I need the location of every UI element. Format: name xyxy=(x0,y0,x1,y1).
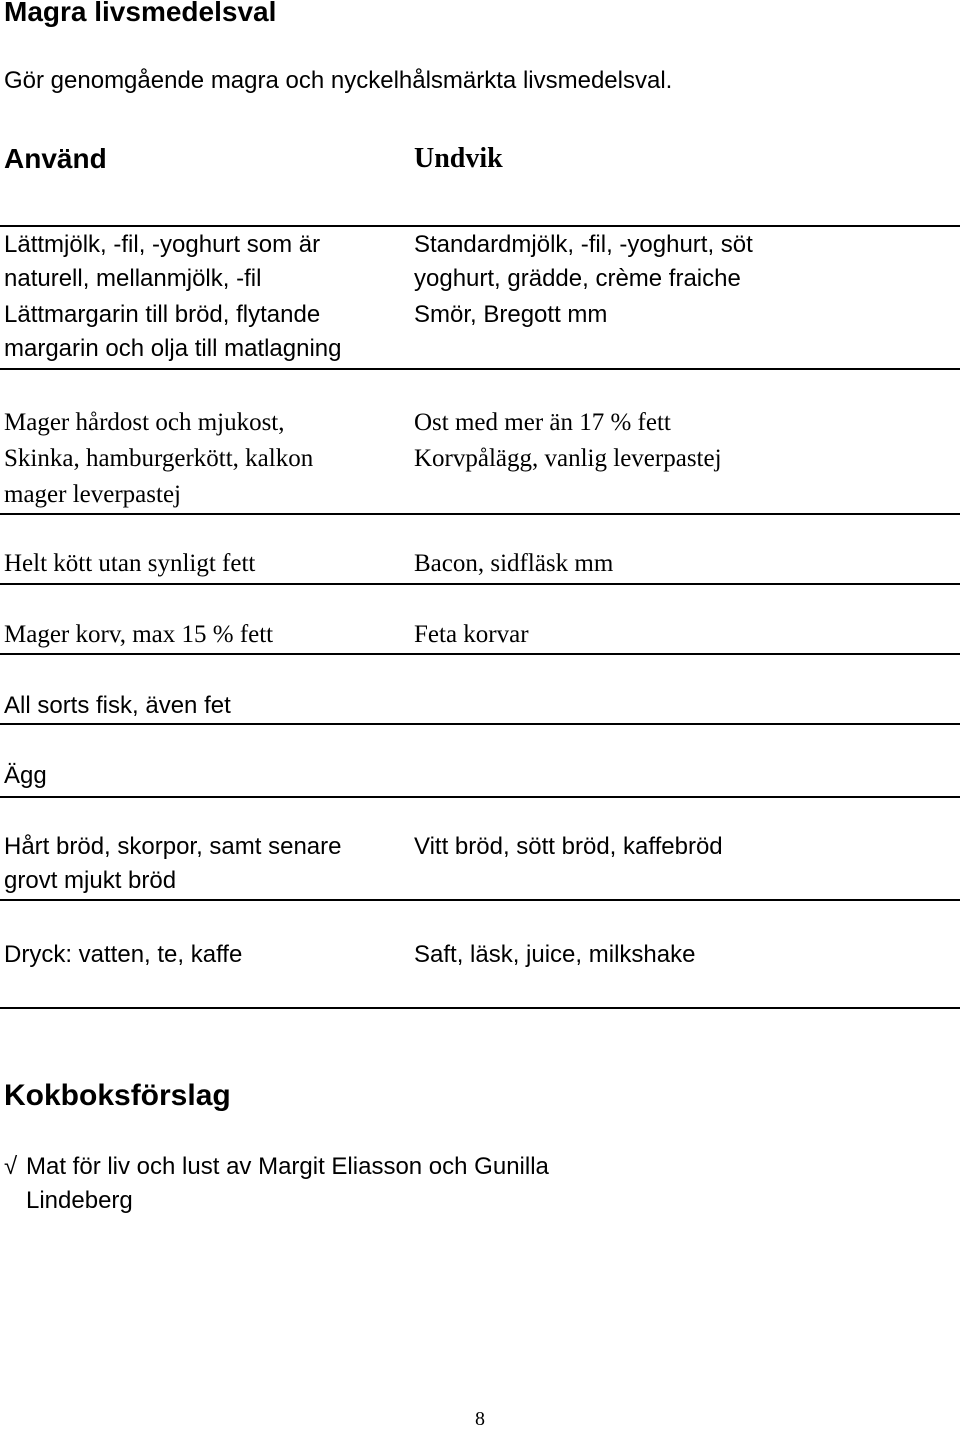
avoid-cell: Ost med mer än 17 % fett xyxy=(414,409,671,436)
avoid-cell: yoghurt, grädde, crème fraiche xyxy=(414,265,741,292)
reference-line: Mat för liv och lust av Margit Eliasson och Gunilla xyxy=(26,1153,549,1180)
divider xyxy=(0,368,960,370)
divider xyxy=(0,583,960,585)
cookbook-reference xyxy=(4,1150,549,1218)
page-title: Magra livsmedelsval xyxy=(4,0,277,27)
column-header-use: Använd xyxy=(4,143,107,174)
use-cell: Helt kött utan synligt fett xyxy=(4,550,256,577)
use-cell: Mager korv, max 15 % fett xyxy=(4,621,274,648)
check-icon: √ xyxy=(4,1153,18,1180)
use-cell: Ägg xyxy=(4,762,47,789)
divider xyxy=(0,653,960,655)
divider xyxy=(0,1007,960,1009)
cookbook-heading: Kokboksförslag xyxy=(4,1079,231,1112)
use-cell: Hårt bröd, skorpor, samt senare xyxy=(4,833,342,860)
avoid-cell: Standardmjölk, -fil, -yoghurt, söt xyxy=(414,231,753,258)
avoid-cell: Saft, läsk, juice, milkshake xyxy=(414,941,696,968)
reference-line: Lindeberg xyxy=(26,1187,133,1214)
divider xyxy=(0,513,960,515)
divider xyxy=(0,899,960,901)
use-cell: Skinka, hamburgerkött, kalkon xyxy=(4,445,314,472)
use-cell: Lättmjölk, -fil, -yoghurt som är xyxy=(4,231,321,258)
avoid-cell: Korvpålägg, vanlig leverpastej xyxy=(414,445,722,472)
use-cell: mager leverpastej xyxy=(4,481,181,508)
use-cell: grovt mjukt bröd xyxy=(4,867,177,894)
divider xyxy=(0,723,960,725)
use-cell: All sorts fisk, även fet xyxy=(4,692,231,719)
use-cell: Dryck: vatten, te, kaffe xyxy=(4,941,243,968)
page-number: 8 xyxy=(475,1408,485,1430)
use-cell: Mager hårdost och mjukost, xyxy=(4,409,285,436)
divider xyxy=(0,225,960,227)
avoid-cell: Smör, Bregott mm xyxy=(414,301,608,328)
column-header-avoid: Undvik xyxy=(414,143,503,174)
avoid-cell: Feta korvar xyxy=(414,621,529,648)
use-cell: Lättmargarin till bröd, flytande xyxy=(4,301,321,328)
use-cell: margarin och olja till matlagning xyxy=(4,335,342,362)
use-cell: naturell, mellanmjölk, -fil xyxy=(4,265,262,292)
avoid-cell: Vitt bröd, sött bröd, kaffebröd xyxy=(414,833,723,860)
divider xyxy=(0,796,960,798)
avoid-cell: Bacon, sidfläsk mm xyxy=(414,550,614,577)
intro-text: Gör genomgående magra och nyckelhålsmärkta livsmedelsval. xyxy=(4,67,673,94)
